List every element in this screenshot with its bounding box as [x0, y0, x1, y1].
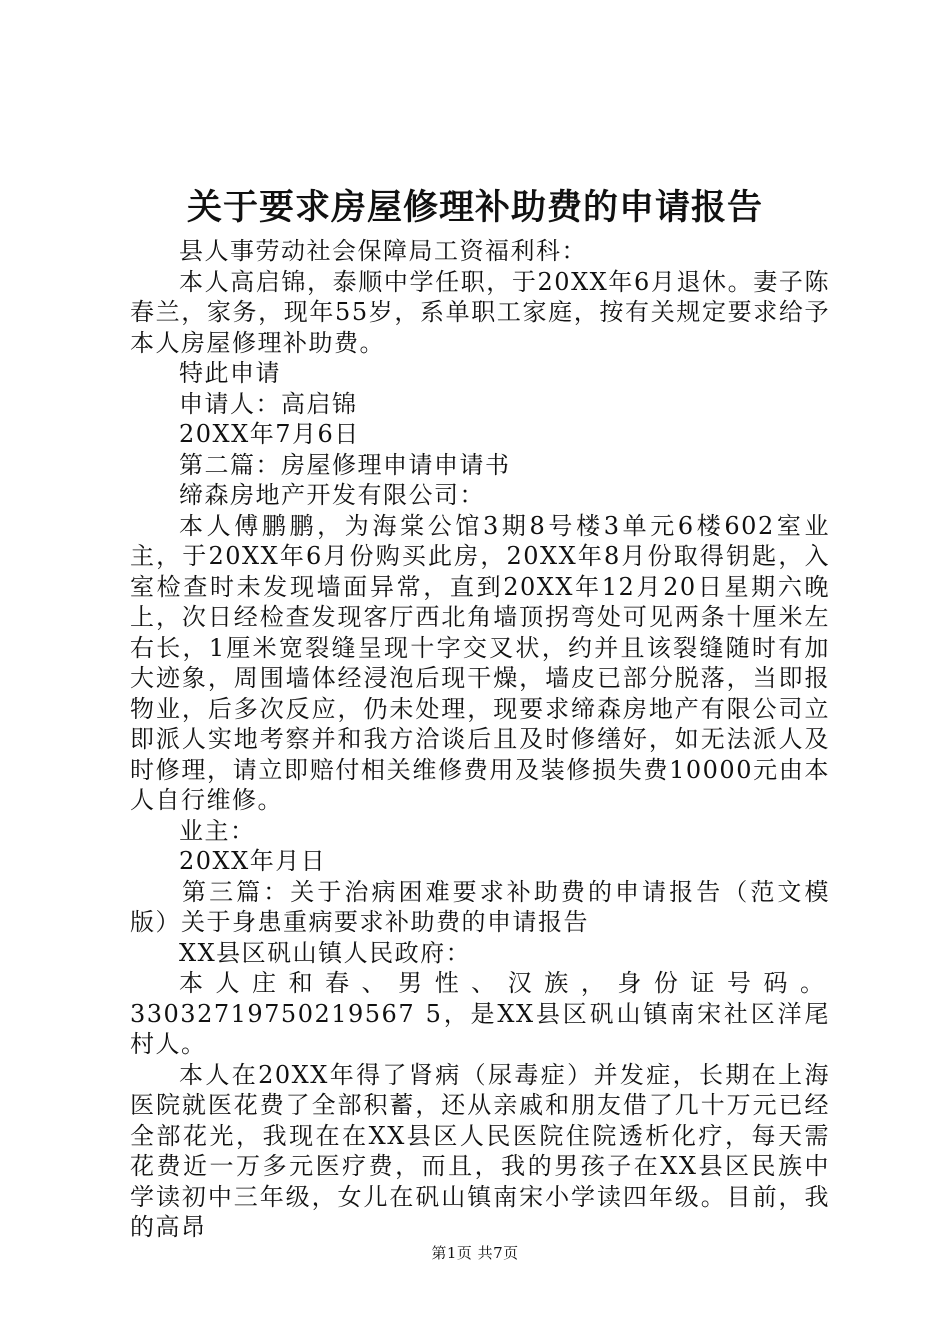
paragraph-owner: 业主： — [179, 816, 256, 845]
document-body — [130, 236, 830, 1243]
paragraph-section-two-addressee: 缔森房地产开发有限公司： — [179, 481, 485, 509]
paragraph-section-two-heading: 第二篇：房屋修理申请申请书 — [179, 450, 511, 479]
paragraph-section-three-addressee: XX县区矾山镇人民政府： — [179, 938, 472, 967]
paragraph-applicant: 申请人：高启锦 — [179, 389, 358, 418]
page-footer: 第1页 共7页 — [431, 1244, 519, 1262]
paragraph-id-number: 33032719750219567 5，是XX县区矾山镇南宋社区洋尾村人。 — [130, 999, 830, 1058]
paragraph-illness-body: 本人在20XX年得了肾病（尿毒症）并发症，长期在上海医院就医花费了全部积蓄，还从亲戚和朋友借了几十万元已经全部花光，我现在在XX县区人民医院住院透析化疗，每天需花费近一万多元医疗费，而且，我的男孩子在XX县区民族中学读初中三年级，女儿在矾山镇南宋小学读四年级。目前，我的高昂 — [130, 1060, 830, 1241]
paragraph-date: 20XX年7月6日 — [179, 420, 360, 448]
paragraph-section-three-heading: 第三篇：关于治病困难要求补助费的申请报告（范文模版）关于身患重病要求补助费的申请报告 — [130, 877, 830, 936]
paragraph-closing: 特此申请 — [179, 359, 281, 387]
paragraph-section-two-body: 本人傅鹏鹏，为海棠公馆3期8号楼3单元6楼602室业主，于20XX年6月份购买此房，20XX年8月份取得钥匙，入室检查时未发现墙面异常，直到20XX年12月20日星期六晚上，次日经检查发现客厅西北角墙顶拐弯处可见两条十厘米左右长，1厘米宽裂缝呈现十字交叉状，约并且该裂缝随时有加大迹象，周围墙体经浸泡后现干燥，墙皮已部分脱落，当即报物业，后多次反应，仍未处理，现要求缔森房地产有限公司立即派人实地考察并和我方洽谈后且及时修缮好，如无法派人及时修理，请立即赔付相关维修费用及装修损失费10000元由本人自行维修。 — [130, 511, 830, 814]
paragraph-request-body: 本人高启锦，泰顺中学任职，于20XX年6月退休。妻子陈春兰，家务，现年55岁，系单职工家庭，按有关规定要求给予本人房屋修理补助费。 — [130, 267, 830, 357]
paragraph-addressee: 县人事劳动社会保障局工资福利科： — [179, 237, 587, 265]
document-title: 关于要求房屋修理补助费的申请报告 — [186, 187, 763, 228]
paragraph-section-two-date: 20XX年月日 — [179, 847, 327, 875]
paragraph-identity-line: 本人庄和春、男性、汉族，身份证号码。 — [179, 969, 830, 997]
